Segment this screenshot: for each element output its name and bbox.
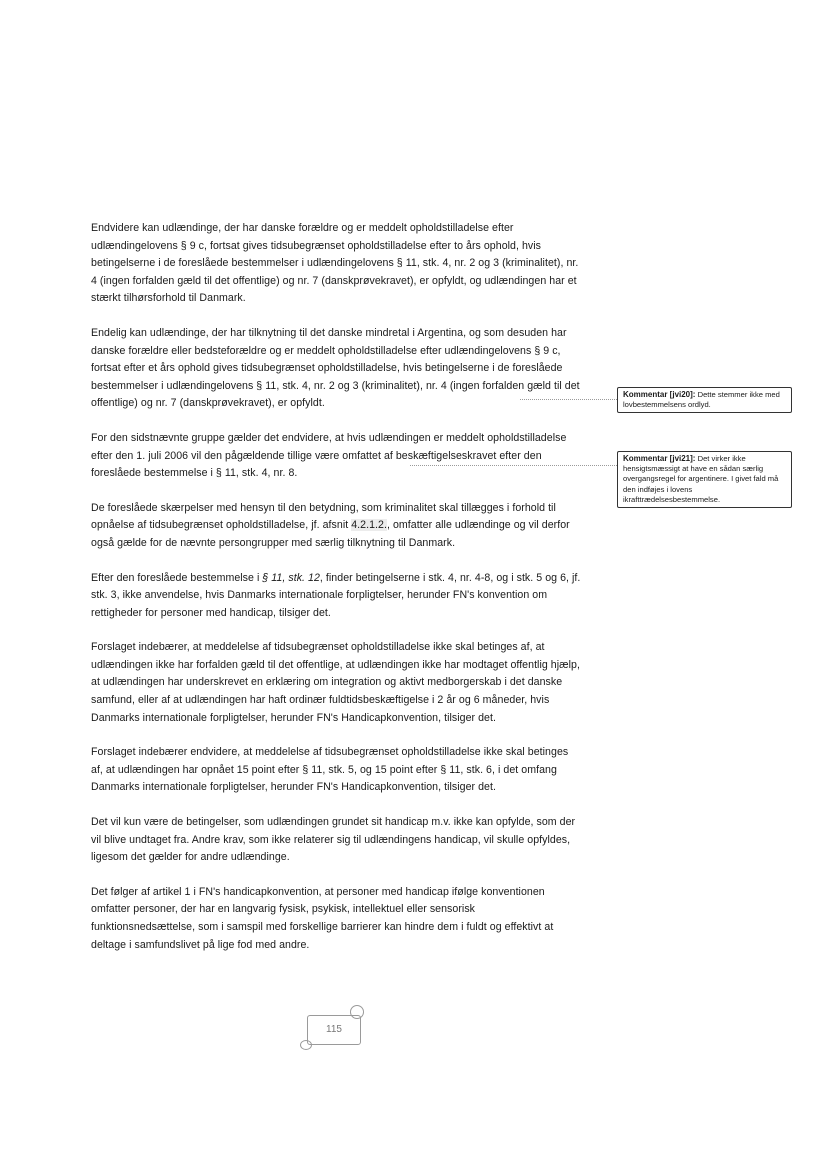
comment-balloon[interactable] (617, 451, 792, 508)
comment-text: Det virker ikke hensigtsmæssigt at have en sådan særlig overgangsregel for argentinere. I givet fald må den indføjes i lovens ikrafttrædelsesbestemmelse. (623, 454, 779, 504)
paragraph-4 (91, 500, 581, 553)
law-reference: § 11, stk. 12 (262, 571, 320, 584)
comment-text: Dette stemmer ikke med lovbestemmelsens ordlyd. (623, 390, 780, 410)
paragraph-9: Det følger af artikel 1 i FN's handicapkonvention, at personer med handicap ifølge konventionen omfatter personer, der har en langvarig fysisk, psykisk, intellektuel eller sensorisk funktionsnedsættelse, som i samspil med forskellige barrierer kan hindre dem i fuldt og effektivt at deltage i samfundslivet på lige fod med andre. (91, 885, 554, 951)
document-body (91, 220, 581, 971)
paragraph-8: Det vil kun være de betingelser, som udlændingen grundet sit handicap m.v. ikke kan opfylde, som der vil blive undtaget fra. Andre krav, som ikke relaterer sig til udlændingens handicap, vil skulle opfyldes, ligesom det gælder for andre udlændinge. (91, 816, 576, 864)
comment-title: Kommentar [jvi20]: (623, 390, 696, 399)
paragraph-7: Forslaget indebærer endvidere, at meddelelse af tidsubegrænset opholdstilladelse ikke skal betinges af, at udlændingen har opnået 15 point efter § 11, stk. 5, og 15 point efter § 11, stk. 6, i det omfang Danmarks internationale forpligtelser, herunder FN's Handicapkonvention, tilsiger det. (91, 746, 569, 794)
comment-leader-line (410, 465, 617, 466)
section-reference[interactable]: 4.2.1.2. (351, 519, 387, 532)
paragraph-1: Endvidere kan udlændinge, der har danske forældre og er meddelt opholdstilladelse efter udlændingelovens § 9 c, fortsat gives tidsubegrænset opholdstilladelse efter to års ophold, hvis betingelserne i de foreslåede bestemmelser i udlændingelovens § 11, stk. 4, nr. 2 og 3 (kriminalitet), nr. 4 (ingen forfalden gæld til det offentlige) og nr. 7 (danskprøvekravet), er opfyldt, og udlændingen har et stærkt tilhørsforhold til Danmark. (91, 222, 579, 305)
paragraph-5 (91, 570, 581, 623)
paragraph-5-text-b: , finder betingelserne i stk. 4, nr. 4-8, og i stk. 5 og 6, jf. stk. 3, ikke anvendelse, hvis Danmarks internationale forpligtelser, herunder FN's konvention om rettigheder for personer med handicap, tilsiger det. (91, 571, 581, 619)
comment-title: Kommentar [jvi21]: (623, 454, 696, 463)
comment-balloon[interactable] (617, 387, 792, 413)
paragraph-6: Forslaget indebærer, at meddelelse af tidsubegrænset opholdstilladelse ikke skal betinges af, at udlændingen ikke har forfalden gæld til det offentlige, at udlændingen ikke har modtaget offentlig hjælp, at udlændingen har underskrevet en erklæring om integration og aktivt medborgerskab i det danske samfund, eller af at udlændingen har haft ordinær fuldtidsbeskæftigelse i 2 år og 6 måneder, hvis Danmarks internationale forpligtelser, herunder FN's Handicapkonvention, tilsiger det. (91, 641, 580, 724)
paragraph-3: For den sidstnævnte gruppe gælder det endvidere, at hvis udlændingen er meddelt opholdstilladelse efter den 1. juli 2006 vil den pågældende tillige være omfattet af beskæftigelseskravet efter den foreslåede bestemmelse i § 11, stk. 4, nr. 8. (91, 431, 567, 480)
comment-leader-line (520, 399, 617, 400)
page-number: 115 (307, 1015, 361, 1045)
paragraph-4-text-a: De foreslåede skærpelser med hensyn til den betydning, som kriminalitet skal tillægges i forhold til opnåelse af tidsubegrænset opholdstilladelse, jf. afsnit (91, 501, 556, 532)
paragraph-5-text-a: Efter den foreslåede bestemmelse i (91, 571, 263, 584)
paragraph-2: Endelig kan udlændinge, der har tilknytning til det danske mindretal i Argentina, og som desuden har danske forældre eller bedsteforældre og er meddelt opholdstilladelse efter udlændingelovens § 9 c, fortsat efter et års ophold gives tidsubegrænset opholdstilladelse, hvis betingelserne i de foreslåede bestemmelser i udlændingelovens § 11, stk. 4, nr. 2 og 3 (kriminalitet), nr. 4 (ingen forfalden gæld til det offentlige) og nr. 7 (danskprøvekravet), er opfyldt. (91, 326, 580, 410)
paragraph-4-text-b: , omfatter alle udlændinge og vil derfor også gælde for de nævnte persongrupper med særlig tilknytning til Danmark. (91, 519, 570, 549)
